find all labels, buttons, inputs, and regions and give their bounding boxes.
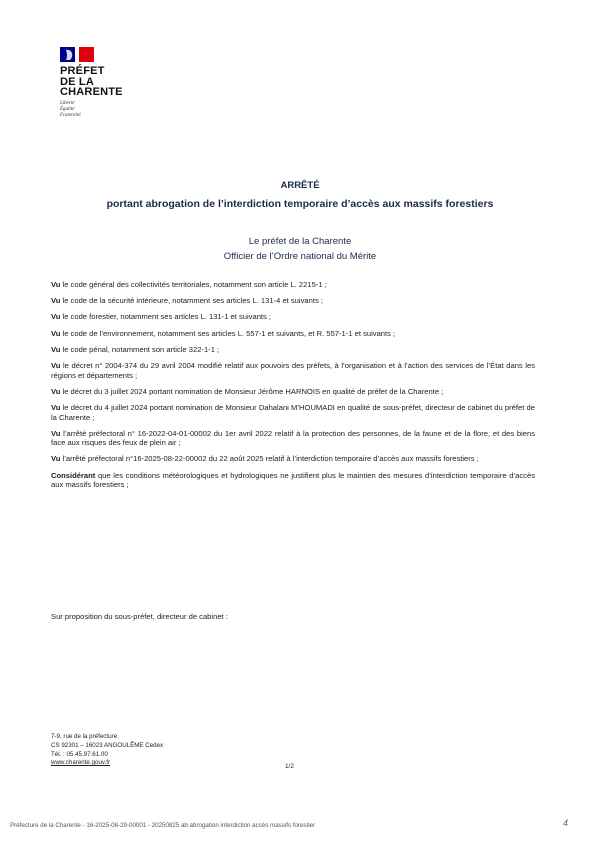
document-subheading: portant abrogation de l’interdiction temporaire d’accès aux massifs forestiers [106, 198, 494, 210]
logo-line: DE LA [60, 75, 94, 88]
considerant-item [51, 471, 535, 490]
address-line: CS 92301 – 16023 ANGOULÊME Cedex [51, 741, 164, 749]
logo-line: CHARENTE [60, 86, 123, 98]
visa-lead: Vu [51, 360, 61, 370]
visa-item [51, 312, 535, 322]
visa-lead: Vu [51, 344, 61, 354]
phone-line: Tél. : 05.45.97.61.00 [51, 750, 108, 758]
visa-item [51, 329, 535, 339]
visa-lead: Vu [51, 312, 61, 322]
page-number: 1/2 [285, 763, 294, 770]
visa-lead: Considérant [51, 470, 96, 480]
visa-lead: Vu [51, 280, 61, 289]
corner-mark: 4 [563, 818, 569, 828]
registration-stamp: Préfecture de la Charente - 16-2025-08-29-00001 - 20250825 ab abrogation interdiction accès massifs forestier [10, 822, 316, 829]
visa-lead: Vu [51, 454, 61, 464]
visa-item [51, 429, 535, 448]
visa-lead: Vu [51, 428, 61, 438]
motto-line: Liberté [60, 100, 75, 106]
visa-text: l’arrêté préfectoral n° 16-2022-04-01-00002 du 1er avril 2022 relatif à la protection des personnes, de la faune et de la flore, et des biens face aux risques des feux de plein air ; [51, 428, 535, 448]
prefecture-logo [60, 47, 150, 119]
visa-lead: Vu [51, 328, 61, 338]
visa-item [51, 296, 535, 306]
visa-text: le code forestier, notamment ses articles L. 131-1 et suivants ; [60, 312, 272, 322]
marianne-flag-icon [60, 47, 94, 62]
address-line: 7-9, rue de la préfecture [51, 733, 118, 740]
author-title: Le préfet de la Charente [248, 236, 352, 247]
visa-text: le décret du 4 juillet 2024 portant nomination de Monsieur Dahalani M’HOUMADI en qualité de sous-préfet, directeur de cabinet du préfet de la Charente ; [51, 402, 535, 422]
visa-item [51, 280, 535, 290]
motto-line: Égalité [60, 106, 75, 112]
visa-lead: Vu [51, 386, 61, 396]
visa-item [51, 345, 535, 355]
visa-text: l’arrêté préfectoral n°16-2025-08-22-00002 du 22 août 2025 relatif à l’interdiction temporaire d’accès aux massifs forestiers ; [60, 454, 479, 464]
logo-name [60, 66, 150, 98]
visa-text: le code de l’environnement, notamment ses articles L. 557-1 et suivants, et R. 557-1-1 et suivants ; [60, 328, 396, 338]
visa-text: le code général des collectivités territoriales, notamment son article L. 2215-1 ; [60, 280, 327, 289]
visa-text: que les conditions météorologiques et hydrologiques ne justifient plus le maintien des mesures d’interdiction temporaire d’accès aux massifs forestiers ; [51, 470, 535, 490]
visa-item [51, 403, 535, 422]
logo-line: PRÉFET [60, 65, 105, 77]
proposal-line: Sur proposition du sous-préfet, directeur de cabinet : [51, 612, 228, 621]
visa-item [51, 454, 535, 464]
website-link[interactable]: www.charente.gouv.fr [51, 759, 111, 767]
visa-text: le code pénal, notamment son article 322-1-1 ; [60, 344, 220, 354]
visa-text: le code de la sécurité intérieure, notamment ses articles L. 131-4 et suivants ; [60, 296, 323, 306]
visa-item [51, 387, 535, 397]
author-distinction: Officier de l’Ordre national du Mérite [223, 251, 377, 262]
document-heading: ARRÊTÉ [280, 180, 320, 191]
visa-list [51, 280, 535, 496]
footer-address [51, 733, 163, 768]
visa-lead: Vu [51, 296, 61, 306]
visa-text: le décret n° 2004-374 du 29 avril 2004 modifié relatif aux pouvoirs des préfets, à l’organisation et à l’action des services de l’État dans les régions et départements ; [51, 360, 535, 380]
visa-item [51, 361, 535, 380]
motto-line: Fraternité [60, 112, 81, 118]
visa-text: le décret du 3 juillet 2024 portant nomination de Monsieur Jérôme HARNOIS en qualité de préfet de la Charente ; [60, 386, 444, 396]
visa-lead: Vu [51, 402, 61, 412]
republic-motto [60, 101, 150, 119]
